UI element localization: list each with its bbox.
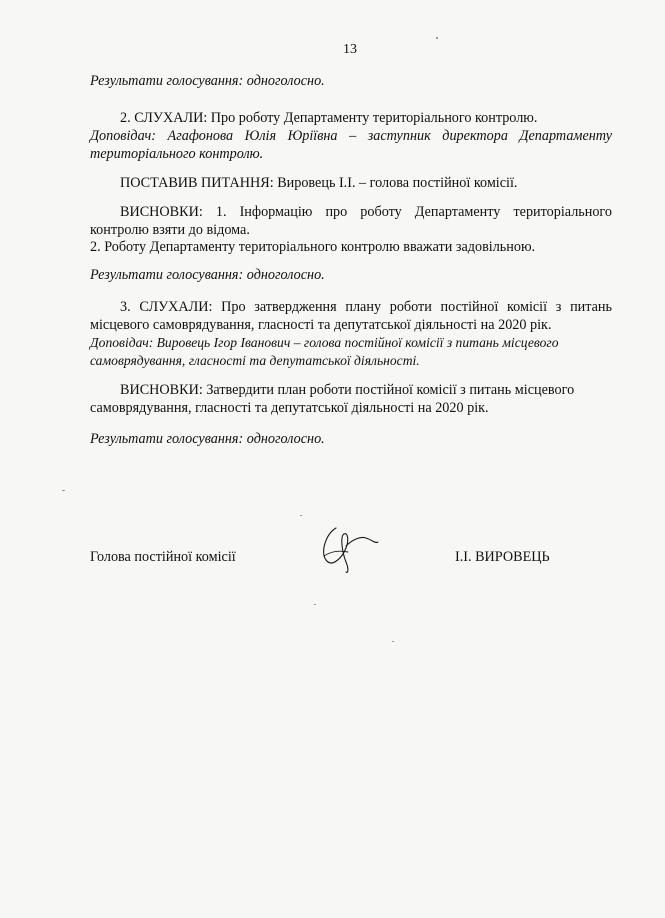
- item-3-speaker: Доповідач: Вировець Ігор Іванович – голова постійної комісії з питань місцевого: [90, 335, 559, 350]
- scan-speck: [314, 604, 316, 605]
- page-number: 13: [343, 42, 357, 57]
- voting-result-1: Результати голосування: одноголосно.: [90, 73, 325, 89]
- item-2-conclusions-2: 2. Роботу Департаменту територіального контролю вважати задовільною.: [90, 239, 536, 255]
- item-2-speaker: Доповідач: Агафонова Юлія Юріївна – заступник директора Департаменту: [90, 128, 612, 144]
- scan-speck: [436, 37, 438, 39]
- signatory-name: І.І. ВИРОВЕЦЬ: [455, 549, 550, 565]
- item-3-conclusions: ВИСНОВКИ: Затвердити план роботи постійної комісії з питань місцевого: [120, 382, 575, 398]
- item-2-speaker-cont: територіального контролю.: [90, 146, 264, 162]
- item-2-heard: 2. СЛУХАЛИ: Про роботу Департаменту територіального контролю.: [120, 110, 538, 126]
- scan-speck: [62, 490, 65, 491]
- scan-speck: [300, 515, 302, 516]
- voting-result-2: Результати голосування: одноголосно.: [90, 267, 325, 283]
- item-2-conclusions-cont: контролю взяти до відома.: [90, 222, 250, 238]
- voting-result-3: Результати голосування: одноголосно.: [90, 431, 325, 447]
- question-raised: ПОСТАВИВ ПИТАННЯ: Вировець І.І. – голова постійної комісії.: [120, 175, 518, 191]
- item-3-conclusions-cont: самоврядування, гласності та депутатської діяльності на 2020 рік.: [90, 400, 489, 416]
- handwritten-signature: [318, 522, 380, 574]
- scan-speck: [392, 641, 394, 642]
- item-3-speaker-cont: самоврядування, гласності та депутатської діяльності.: [90, 353, 420, 368]
- item-3-heard: 3. СЛУХАЛИ: Про затвердження плану роботи постійної комісії з питань: [120, 299, 612, 315]
- item-3-heard-cont: місцевого самоврядування, гласності та депутатської діяльності на 2020 рік.: [90, 317, 552, 333]
- item-2-conclusions: ВИСНОВКИ: 1. Інформацію про роботу Департаменту територіального: [120, 204, 612, 220]
- signatory-title: Голова постійної комісії: [90, 549, 236, 565]
